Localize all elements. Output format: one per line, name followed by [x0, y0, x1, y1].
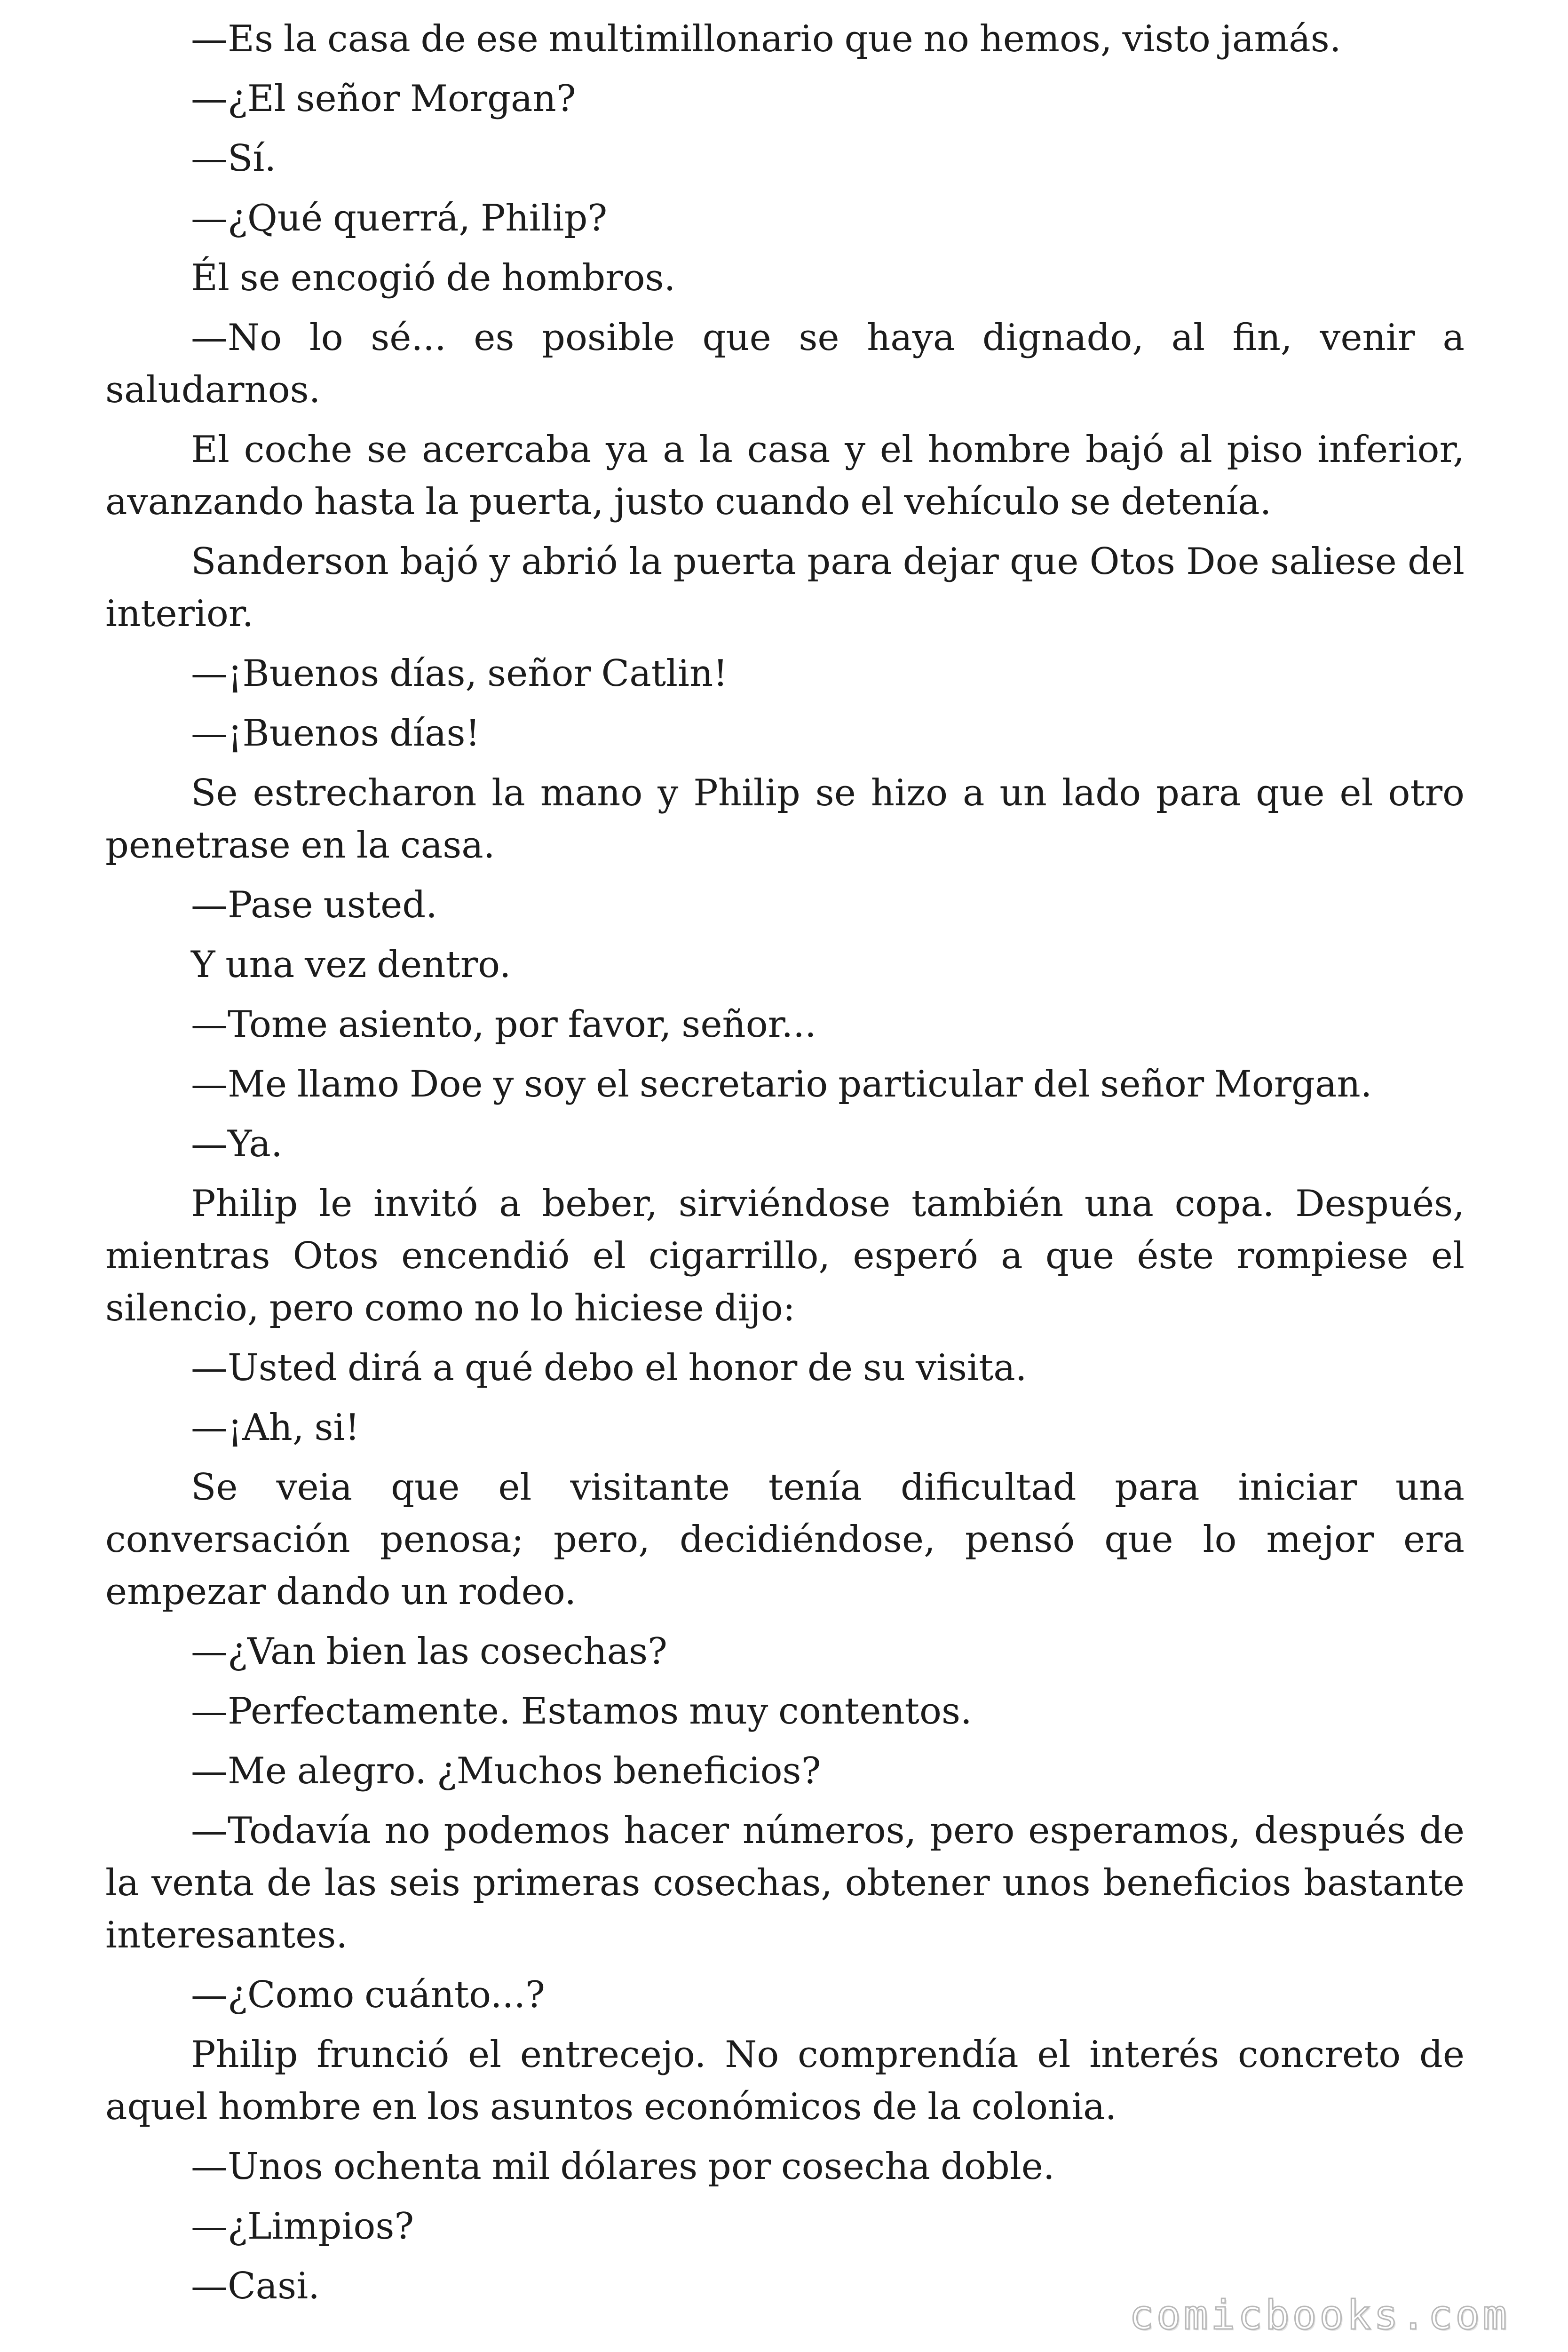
paragraph: —Me llamo Doe y soy el secretario particular del señor Morgan.	[191, 1063, 1372, 1105]
paragraph: Se estrecharon la mano y Philip se hizo a un lado para que el otro penetrase en la casa.	[105, 772, 1465, 866]
paragraph: —¿Como cuánto...?	[191, 1974, 545, 2016]
watermark: comicbooks.com	[1129, 2292, 1510, 2339]
paragraph: Y una vez dentro.	[191, 944, 511, 986]
paragraph: —Tome asiento, por favor, señor...	[191, 1003, 816, 1046]
paragraph: —Casi.	[191, 2265, 320, 2307]
paragraph: —¡Buenos días, señor Catlin!	[191, 652, 728, 695]
paragraph: —¿El señor Morgan?	[191, 78, 576, 120]
paragraph: —Pase usted.	[191, 884, 437, 926]
paragraph: —¿Van bien las cosechas?	[191, 1630, 667, 1673]
paragraph: —¿Limpios?	[191, 2205, 414, 2248]
paragraph: Él se encogió de hombros.	[191, 257, 676, 299]
paragraph: Philip frunció el entrecejo. No comprendía el interés concreto de aquel hombre en los asuntos económicos de la colonia.	[105, 2034, 1465, 2128]
paragraph: —Es la casa de ese multimillonario que no hemos, visto jamás.	[191, 18, 1341, 60]
text-column	[105, 13, 1465, 2320]
paragraph: —Todavía no podemos hacer números, pero esperamos, después de la venta de las seis primeras cosechas, obtener unos beneficios bastante interesantes.	[105, 1810, 1465, 1956]
paragraph: —Unos ochenta mil dólares por cosecha doble.	[191, 2145, 1055, 2188]
paragraph: —No lo sé... es posible que se haya dignado, al fin, venir a saludarnos.	[105, 317, 1465, 411]
paragraph: Philip le invitó a beber, sirviéndose también una copa. Después, mientras Otos encendió el cigarrillo, esperó a que éste rompiese el silencio, pero como no lo hiciese dijo:	[105, 1183, 1465, 1329]
paragraph: Sanderson bajó y abrió la puerta para dejar que Otos Doe saliese del interior.	[105, 540, 1465, 635]
paragraph: —Ya.	[191, 1123, 283, 1165]
paragraph: —¡Buenos días!	[191, 712, 480, 755]
paragraph: —Usted dirá a qué debo el honor de su visita.	[191, 1347, 1027, 1389]
paragraph: El coche se acercaba ya a la casa y el hombre bajó al piso inferior, avanzando hasta la puerta, justo cuando el vehículo se detenía.	[105, 429, 1465, 523]
paragraph: —Perfectamente. Estamos muy contentos.	[191, 1690, 972, 1732]
paragraph: Se veia que el visitante tenía dificultad para iniciar una conversación penosa; pero, decidiéndose, pensó que lo mejor era empezar dando un rodeo.	[105, 1466, 1465, 1613]
paragraph: —¿Qué querrá, Philip?	[191, 197, 608, 239]
paragraph: —Me alegro. ¿Muchos beneficios?	[191, 1750, 821, 1792]
paragraph: —Sí.	[191, 137, 277, 180]
paragraph: —¡Ah, si!	[191, 1406, 360, 1449]
